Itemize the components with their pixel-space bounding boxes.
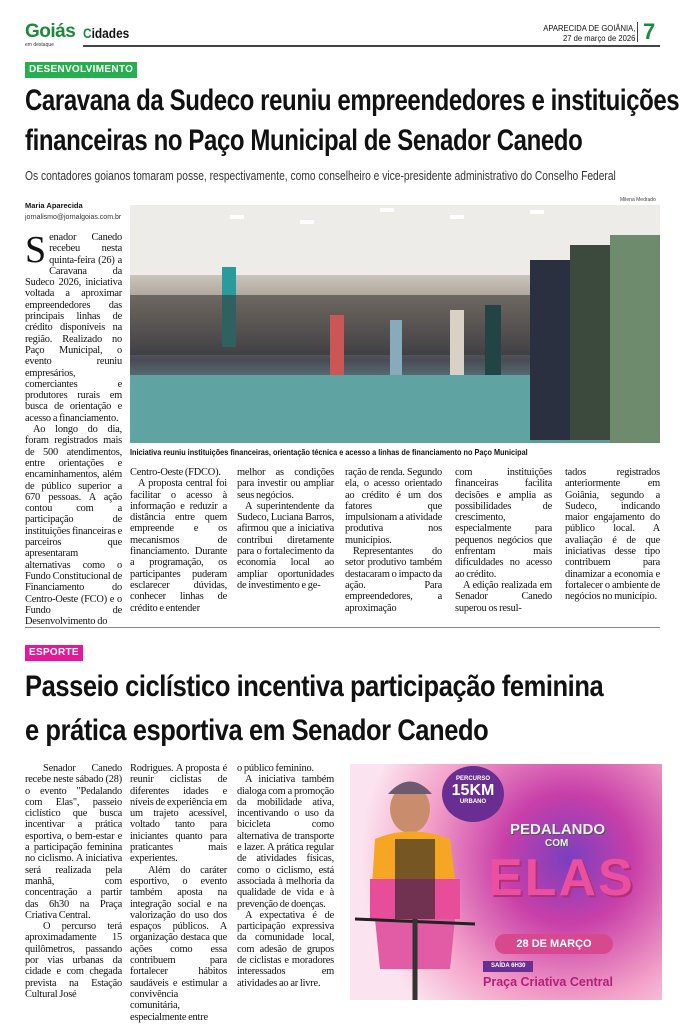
paragraph: A edição realizada em Senador Canedo superou os resul- [455, 579, 552, 614]
photo-caption: Iniciativa reuniu instituições financeiras, orientação técnica e acesso a linhas de financiamento no Paço Municipal [130, 447, 528, 457]
event-photo [130, 205, 660, 443]
paragraph: A proposta central foi facilitar o acesso à informação e reduzir a distância entre quem empreende e os mecanismos de financiamento. Durante a programação, os participantes puderam esclarecer dúvidas, conhecer linhas de crédito e entender [130, 478, 227, 614]
paragraph: com instituições financeiras facilita decisões e amplia as possibilidades de crescimento, especialmente para pequenos negócios que enfrentam mais dificuldades no acesso ao crédito. [455, 467, 552, 580]
category-tag: ESPORTE [25, 645, 83, 661]
paragraph: A expectativa é de participação expressiva da comunidade local, com adesão de grupos de ciclistas e moradores interessados em atividades ao ar livre. [237, 909, 334, 989]
badge-main: 15KM [451, 782, 495, 799]
paragraph: A iniciativa também dialoga com a promoção da mobilidade ativa, incentivando o uso da bicicleta como alternativa de transporte e lazer. A prática regular de atividades físicas, como o ciclismo, está associada à melhoria da qualidade de vida e à prevenção de doenças. [237, 774, 334, 910]
paragraph [25, 229, 122, 424]
author-email[interactable]: jornalismo@jornalgoias.com.br [25, 214, 122, 221]
header-rule [83, 45, 660, 47]
paragraph: Ao longo do dia, foram registrados mais de 500 atendimentos, entre orientações e encaminhamentos, além de público superior a 670 pessoas. A ação contou com a participação de instituições financeiras e parceiros que apresentaram alternativas como o Fundo Constitucional de Financiamento do Centro-Oeste (FCO) e o Fundo de Desenvolvimento do [25, 424, 122, 628]
event-poster [350, 764, 662, 1000]
place: APARECIDA DE GOIÂNIA, [542, 23, 635, 33]
article1-column-1 [25, 229, 122, 628]
article1-column-4 [345, 467, 442, 614]
page-number: 7 [643, 19, 656, 44]
author: Maria Aparecida [25, 201, 83, 210]
drop-cap: S [25, 229, 47, 271]
logo-tagline: em destaque [25, 42, 54, 48]
badge-bottom: URBANO [459, 799, 487, 805]
badge-top: PERCURSO [455, 776, 490, 782]
paragraph: melhor as condições para investir ou ampliar seus negócios. [237, 467, 334, 501]
article1-column-5 [455, 467, 552, 614]
article1-column-3 [237, 467, 334, 591]
page-number-divider [637, 22, 638, 42]
article-divider [25, 627, 660, 628]
headline-line-1: Passeio ciclístico incentiva participação feminina [25, 670, 604, 703]
paragraph: O percurso terá aproximadamente 15 quilômetros, passando por vias urbanas da cidade e com chegada prevista na Estação Cultural José [25, 921, 122, 1000]
article1-column-6 [565, 467, 660, 603]
headline-line-2: e prática esportiva em Senador Canedo [25, 714, 489, 747]
section-rest: idades [91, 25, 130, 41]
section-name [83, 25, 129, 41]
crowd-illustration [130, 205, 660, 443]
date: 27 de março de 2026 [562, 33, 635, 43]
poster-title-2: COM [545, 838, 569, 849]
paragraph: o público feminino. [237, 763, 314, 774]
paragraph: Além do caráter esportivo, o evento também aposta na integração social e na valorização do uso dos espaços públicos. A organização destaca que ações como essa contribuem para fortalecer hábitos saudáveis e estimular a convivência comunitária, especialmente entre [130, 864, 227, 1023]
paragraph: ração de renda. Segundo ela, o acesso orientado ao crédito é um dos fatores que impulsionam a atividade produtiva nos municípios. [345, 467, 442, 546]
category-tag: DESENVOLVIMENTO [25, 62, 137, 78]
poster-date: 28 DE MARÇO [495, 934, 613, 954]
paragraph-text: enador Canedo recebeu nesta quinta-feira (26) a Caravana da Sudeco 2026, iniciativa voltada a aproximar empreendedores das principais linhas de crédito disponíveis na região. Realizado no Paço Municipal, o evento reuniu empresários, comerciantes e produtores rurais em busca de orientação e acesso a financiamento. [25, 232, 122, 424]
paragraph: Centro-Oeste (FDCO). [130, 467, 221, 478]
newspaper-logo: Goiás [25, 21, 76, 42]
poster-title-1: PEDALANDO [510, 821, 606, 838]
headline-line-2: financeiras no Paço Municipal de Senador Canedo [25, 124, 583, 157]
dateline [543, 23, 635, 43]
paragraph: Rodrigues. A proposta é reunir ciclistas de diferentes idades e níveis de experiência em um trajeto acessível, voltado tanto para iniciantes quanto para praticantes mais experientes. [130, 763, 227, 865]
paragraph: tados registrados anteriormente em Goiânia, segundo a Sudeco, indicando maior engajamento do público local. A avaliação é de que iniciativas desse tipo contribuem para dinamizar a economia e fortalecer o ambiente de negócios no município. [565, 467, 660, 603]
article2-column-1 [25, 763, 122, 1000]
poster-title-3: ELAS [488, 849, 635, 907]
poster-departure: SAÍDA 6H30 [483, 961, 533, 972]
article1-column-2 [130, 467, 227, 614]
poster-location: Praça Criativa Central [483, 975, 613, 989]
section-initial: C [83, 25, 92, 41]
paragraph: Representantes do setor produtivo também destacaram o impacto da ação. Para empreendedores, a aproximação [345, 546, 442, 614]
paragraph: Senador Canedo recebe neste sábado (28) o evento "Pedalando com Elas", passeio ciclístico que busca incentivar a prática esportiva, o bem-estar e a participação feminina no ciclismo. A iniciativa será realizada pela manhã, com concentração a partir das 6h30 na Praça Criativa Central. [25, 763, 122, 921]
subheadline: Os contadores goianos tomaram posse, respectivamente, como conselheiro e vice-presidente administrativo do Conselho Federal [25, 169, 616, 183]
article2-column-3 [237, 763, 334, 989]
article2-column-2 [130, 763, 227, 1023]
photo-credit: Milena Medrado [620, 197, 656, 203]
headline-line-1: Caravana da Sudeco reuniu empreendedores e instituições [25, 84, 680, 117]
distance-badge [442, 766, 504, 822]
paragraph: A superintendente da Sudeco, Luciana Barros, afirmou que a iniciativa contribui diretamente para o fortalecimento da economia local ao ampliar oportunidades de investimento e ge- [237, 500, 334, 591]
